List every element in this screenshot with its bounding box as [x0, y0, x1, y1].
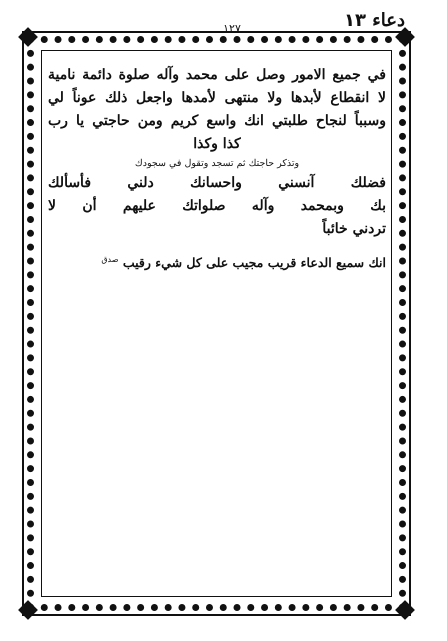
text-line-6: فضلك آنسني واحسانك دلني فأسألك [48, 175, 386, 191]
text-line-4: كذا وكذا [193, 136, 241, 152]
instruction-line: وتذكر حاجتك ثم تسجد وتقول في سجودك [134, 158, 300, 169]
text-line-3: وسبباً لنجاح طلبتي انك واسع كريم ومن حاجتي يا رب [48, 113, 386, 129]
page-title [295, 10, 405, 32]
text-line-9 [48, 247, 386, 276]
text-line-1: في جميع الامور وصل على محمد وآله صلوة دائمة نامية [48, 67, 386, 83]
text-line-7: بك وبمحمد وآله صلواتك عليهم أن لا [48, 198, 386, 214]
prayer-text [48, 64, 386, 276]
closing-text: انك سميع الدعاء قريب مجيب على كل شيء رقيب [122, 255, 386, 271]
title-text: دعاء [372, 10, 405, 31]
text-line-8: تردني خائباً [322, 221, 386, 237]
end-mark: صدق [101, 255, 119, 264]
title-number: ١٣ [344, 10, 366, 31]
text-line-2: لا انقطاع لأبدها ولا منتهى لأمدها واجعل ذلك عوناً لي [48, 90, 386, 106]
page-number: ١٢٧ [223, 22, 241, 35]
